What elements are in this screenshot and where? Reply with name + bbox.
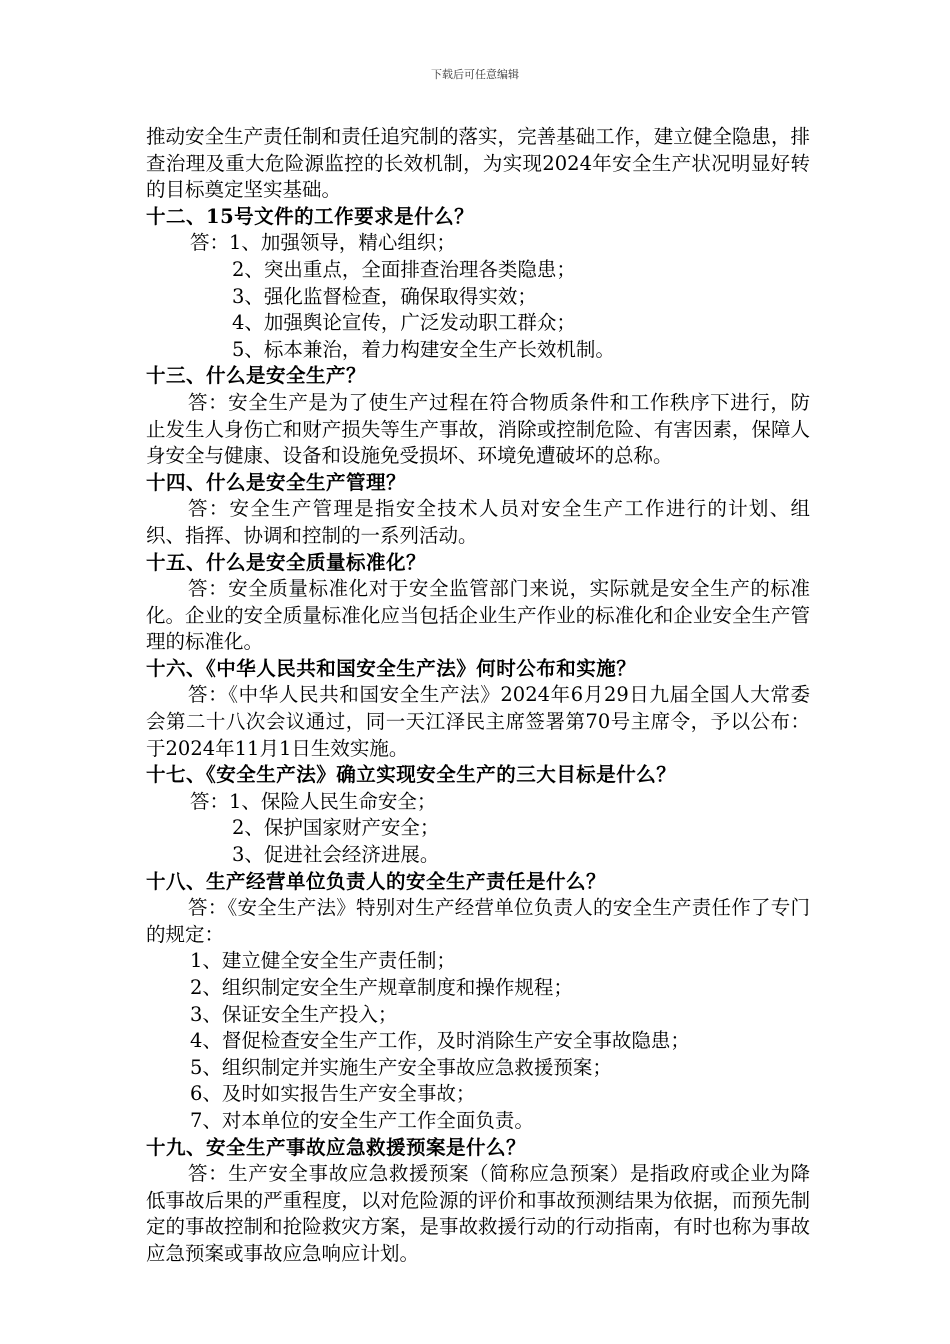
section-15-answer: 答：安全质量标准化对于安全监管部门来说，实际就是安全生产的标准化。企业的安全质量标准化应当包括企业生产作业的标准化和企业安全生产管理的标准化。 — [146, 577, 810, 654]
section-18-title: 十八、生产经营单位负责人的安全生产责任是什么？ — [146, 869, 607, 893]
section-16-title: 十六、《中华人民共和国安全生产法》何时公布和实施？ — [146, 656, 637, 680]
list-item: 3、保证安全生产投入； — [190, 1002, 398, 1026]
intro-paragraph: 推动安全生产责任制和责任追究制的落实，完善基础工作，建立健全隐患，排查治理及重大危险源监控的长效机制，为实现2024年安全生产状况明显好转的目标奠定坚实基础。 — [146, 125, 810, 202]
section-13-title: 十三、什么是安全生产？ — [146, 364, 367, 388]
section-13-answer: 答：安全生产是为了使生产过程在符合物质条件和工作秩序下进行，防止发生人身伤亡和财产损失等生产事故，消除或控制危险、有害因素，保障人身安全与健康、设备和设施免受损坏、环境免遭破坏的总称。 — [146, 390, 810, 468]
list-item: 2、组织制定安全生产规章制度和操作规程； — [190, 976, 573, 999]
section-17-title: 十七、《安全生产法》确立实现安全生产的三大目标是什么？ — [146, 763, 677, 787]
section-15-title: 十五、什么是安全质量标准化？ — [146, 550, 427, 574]
section-12-title: 十二、15号文件的工作要求是什么？ — [146, 204, 475, 228]
section-18-answer: 答：《安全生产法》特别对生产经营单位负责人的安全生产责任作了专门的规定： — [146, 896, 810, 946]
list-item: 6、及时如实报告生产安全事故； — [190, 1082, 476, 1106]
list-item: 3、强化监督检查，确保取得实效； — [232, 284, 537, 308]
section-17-answer-first: 答：1、保险人民生命安全； — [190, 789, 437, 813]
list-item: 2、保护国家财产安全； — [232, 816, 440, 840]
list-item: 4、督促检查安全生产工作，及时消除生产安全事故隐患； — [190, 1029, 690, 1053]
list-item: 4、加强舆论宣传，广泛发动职工群众； — [232, 311, 576, 335]
section-16-answer: 答：《中华人民共和国安全生产法》2024年6月29日九届全国人大常委会第二十八次会议通过，同一天江泽民主席签署第70号主席令，予以公布：于2024年11月1日生效实施。 — [146, 683, 810, 760]
list-item: 7、对本单位的安全生产工作全面负责。 — [190, 1108, 534, 1132]
section-12-answer-first: 答：1、加强领导，精心组织； — [190, 231, 456, 255]
section-14-answer: 答：安全生产管理是指安全技术人员对安全生产工作进行的计划、组织、指挥、协调和控制的一系列活动。 — [146, 497, 810, 547]
list-item: 1、建立健全安全生产责任制； — [190, 949, 456, 973]
list-item: 3、促进社会经济进展。 — [232, 843, 440, 867]
section-14-title: 十四、什么是安全生产管理？ — [146, 470, 407, 494]
list-item: 2、突出重点，全面排查治理各类隐患； — [232, 257, 576, 281]
list-item: 5、标本兼治，着力构建安全生产长效机制。 — [232, 337, 615, 361]
document-body — [146, 124, 810, 1268]
list-item: 5、组织制定并实施生产安全事故应急救援预案； — [190, 1055, 612, 1079]
page-header-note: 下载后可任意编辑 — [431, 68, 519, 81]
section-19-answer: 答：生产安全事故应急救援预案（简称应急预案）是指政府或企业为降低事故后果的严重程度，以对危险源的评价和事故预测结果为依据，而预先制定的事故控制和抢险救灾方案，是事故救援行动的行动指南，有时也称为事故应急预案或事故应急响应计划。 — [146, 1162, 810, 1265]
section-19-title: 十九、安全生产事故应急救援预案是什么？ — [146, 1135, 527, 1159]
